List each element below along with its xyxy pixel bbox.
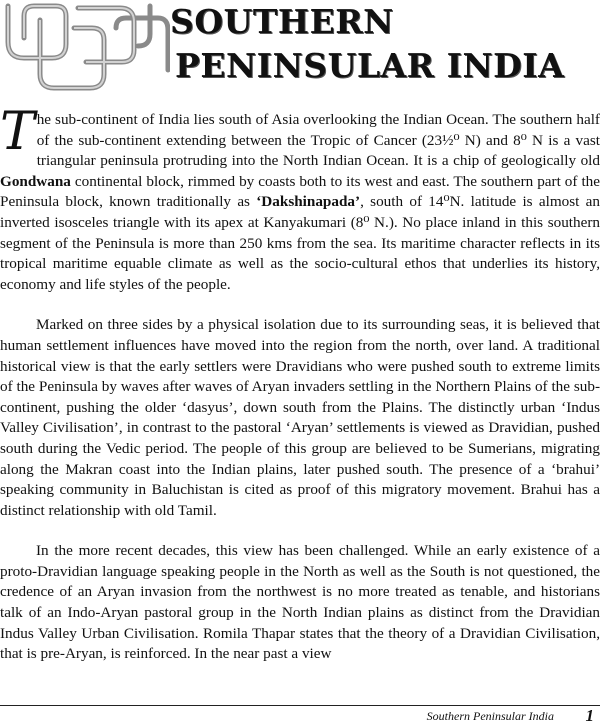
- page-number: 1: [585, 706, 594, 725]
- paragraph-1-text-a: he sub-continent of India lies south of Asia overlooking the Indian Ocean. The southern half of the sub-continent extending between the Tropic of Cancer (23½⁰ N) and 8⁰ N is a vast triangular peninsula protruding into the North Indian Ocean. It is a chip of geologically old: [36, 111, 600, 170]
- term-gondwana: Gondwana: [0, 172, 71, 190]
- term-dakshinapada: ‘Dakshinapada’: [256, 193, 361, 211]
- paragraph-1-text-c: , south of 14⁰N. latitude is almost an inverted isosceles triangle with its apex at Kanyakumari (8⁰ N.). No place inland in this southern segment of the Peninsula is more than 250 kms from the sea. Its maritime character reflects in its tropical maritime equable climate as well as the socio-cultural ethos that underlies its history, economy and life styles of the people.: [0, 193, 600, 293]
- title-line-1: SOUTHERN: [170, 2, 394, 41]
- paragraph-1: [0, 102, 600, 295]
- title-line-2: PENINSULAR INDIA: [175, 46, 565, 85]
- decorative-knot-ornament: [0, 0, 170, 96]
- paragraph-1-text-b: continental block, rimmed by coasts both to its west and east. The southern part of the Peninsula block, known traditionally as: [0, 172, 600, 211]
- running-footer-title: Southern Peninsular India: [426, 709, 554, 723]
- page-title: [170, 0, 564, 88]
- drop-cap: T: [0, 102, 35, 162]
- footer-rule: [0, 705, 600, 706]
- body-text: [0, 102, 600, 665]
- paragraph-3: In the more recent decades, this view has been challenged. While an early existence of a proto-Dravidian language speaking people in the North as well as the South is not questioned, the credence of an Aryan invasion from the northwest is no more treated as tenable, and historians talk of an Indo-Aryan pastoral group in the North Indian plains as distinct from the Dravidian Indus Valley Urban Civilisation. Romila Thapar states that the theory of a Dravidian Civilisation, that is pre-Aryan, is reinforced. In the near past a view: [0, 542, 600, 663]
- paragraph-2: Marked on three sides by a physical isolation due to its surrounding seas, it is believed that human settlement influences have moved into the region from the north, over land. A traditional historical view is that the early settlers were Dravidians who were pushed south to extreme limits of the Peninsula by waves after waves of Aryan invaders settling in the Northern Plains of the sub-continent, pushing the older ‘dasyus’, down south from the Plains. The distinctly urban ‘Indus Valley Civilisation’, in contrast to the pastoral ‘Aryan’ settlements is viewed as Dravidian, pushed south during the Vedic period. The people of this group are believed to be Sumerians, migrating along the Makran coast into the Indian plains, later pushed south. The presence of a ‘brahui’ speaking community in Baluchistan is cited as proof of this migratory movement. Brahui has a distinct relationship with old Tamil.: [0, 316, 600, 519]
